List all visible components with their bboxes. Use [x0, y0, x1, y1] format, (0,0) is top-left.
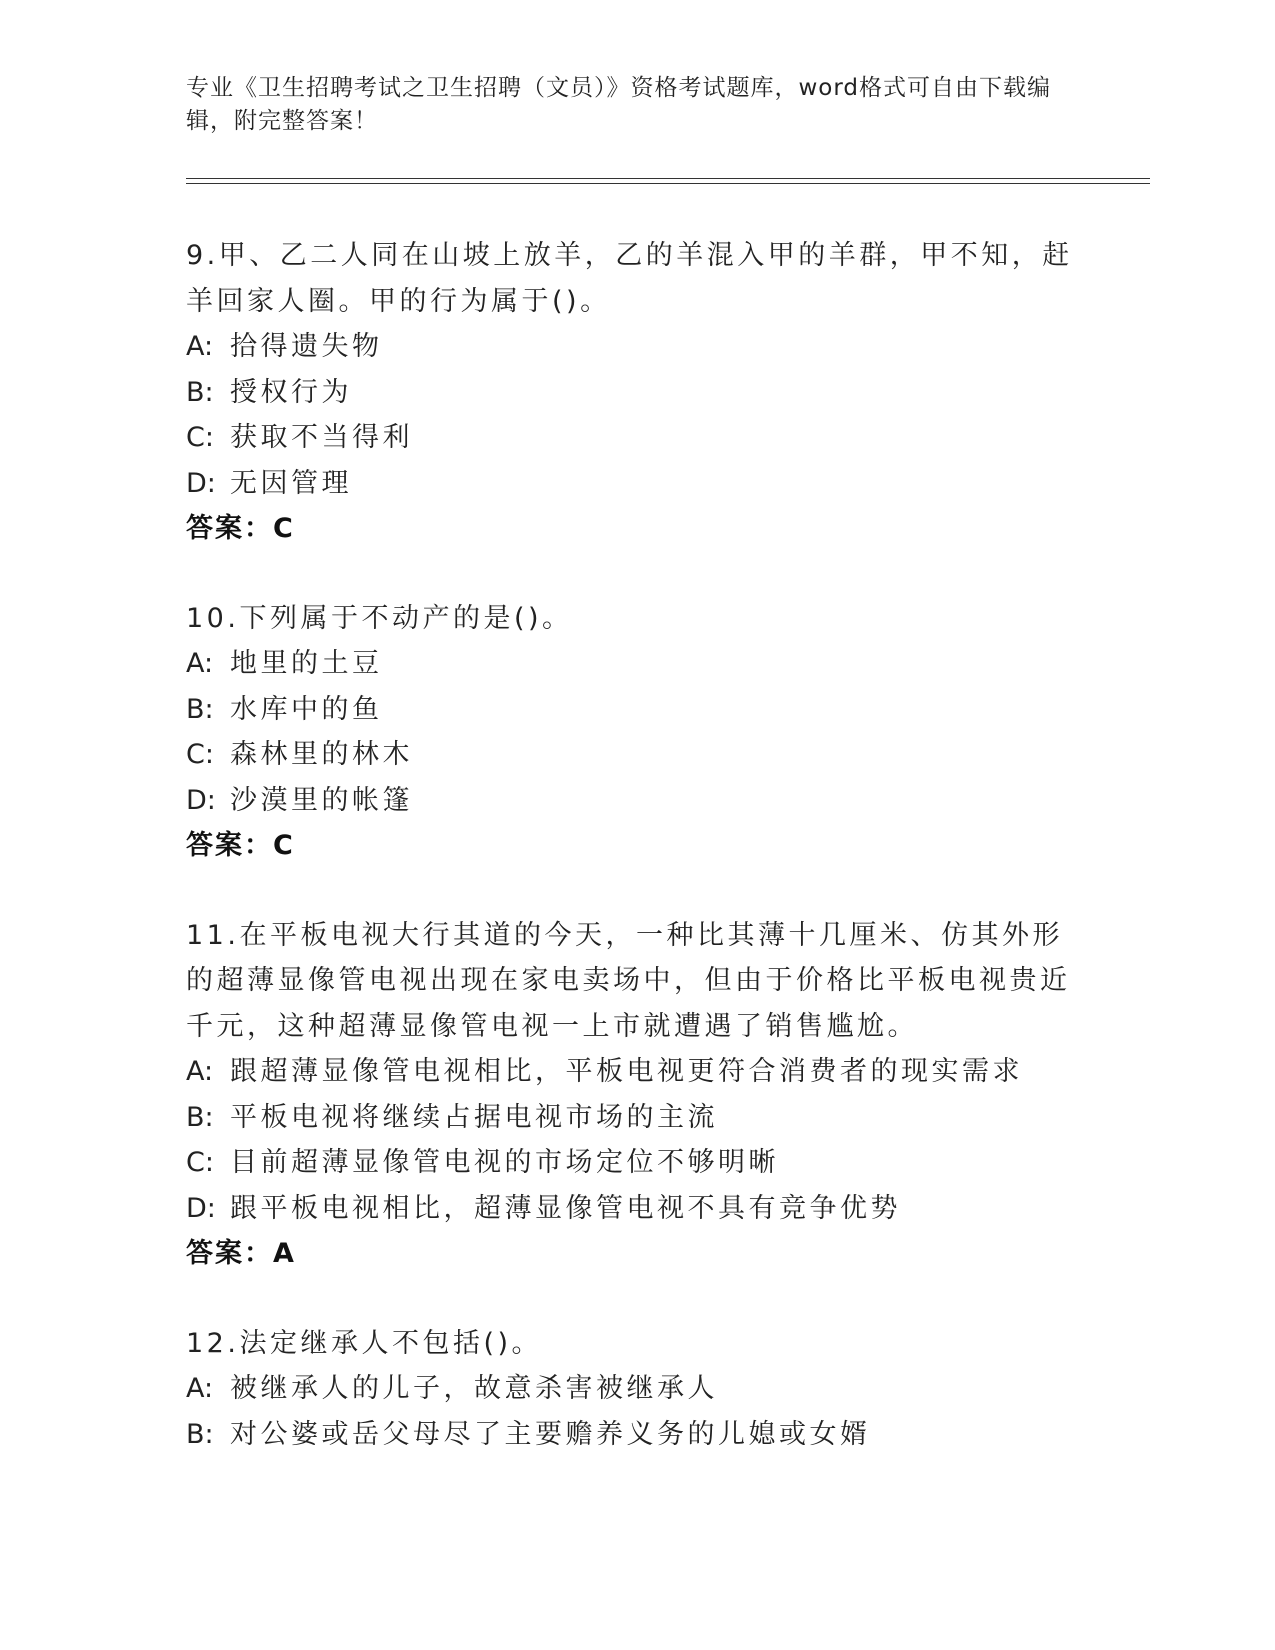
option-text: 目前超薄显像管电视的市场定位不够明晰 — [230, 1147, 779, 1178]
option-letter: D: — [186, 467, 216, 499]
option-a — [186, 324, 1086, 370]
option-text: 沙漠里的帐篷 — [230, 784, 413, 816]
option-a — [186, 1366, 1086, 1412]
option-text: 对公婆或岳父母尽了主要赡养义务的儿媳或女婿 — [230, 1418, 871, 1450]
answer-line: 答案：A — [186, 1238, 296, 1269]
option-letter: C: — [186, 1147, 214, 1178]
option-c — [186, 1140, 1086, 1186]
option-letter: A: — [186, 1373, 214, 1404]
option-d — [186, 778, 1086, 824]
option-b — [186, 687, 1086, 733]
question-9 — [186, 233, 1086, 552]
question-stem: 12.法定继承人不包括()。 — [186, 1327, 543, 1359]
option-letter: A: — [186, 1056, 214, 1087]
answer-line: 答案：C — [186, 513, 295, 544]
option-a — [186, 1049, 1086, 1095]
option-text: 无因管理 — [230, 467, 352, 499]
option-c — [186, 732, 1086, 778]
option-text: 获取不当得利 — [230, 422, 413, 453]
option-c — [186, 415, 1086, 461]
option-text: 平板电视将继续占据电视市场的主流 — [230, 1101, 718, 1133]
option-letter: B: — [186, 1101, 214, 1133]
header-divider-second — [186, 183, 1150, 184]
option-letter: B: — [186, 693, 214, 725]
option-text: 拾得遗失物 — [230, 331, 383, 362]
option-b — [186, 370, 1086, 416]
answer-line: 答案：C — [186, 830, 295, 861]
option-letter: A: — [186, 331, 214, 362]
question-stem: 9.甲、乙二人同在山坡上放羊，乙的羊混入甲的羊群，甲不知，赶羊回家人圈。甲的行为属于()。 — [186, 240, 1073, 317]
option-letter: B: — [186, 376, 214, 408]
option-letter: A: — [186, 648, 214, 679]
option-text: 地里的土豆 — [230, 648, 383, 679]
question-list — [186, 233, 1086, 1501]
option-letter: B: — [186, 1418, 214, 1450]
option-text: 跟平板电视相比，超薄显像管电视不具有竞争优势 — [230, 1192, 901, 1224]
option-b — [186, 1095, 1086, 1141]
question-11 — [186, 913, 1086, 1277]
option-b — [186, 1412, 1086, 1458]
option-d — [186, 461, 1086, 507]
option-d — [186, 1186, 1086, 1232]
option-text: 森林里的林木 — [230, 739, 413, 770]
option-letter: D: — [186, 784, 216, 816]
document-header: 专业《卫生招聘考试之卫生招聘（文员）》资格考试题库，word格式可自由下载编辑，附完整答案！ — [186, 75, 1052, 134]
question-stem: 11.在平板电视大行其道的今天，一种比其薄十几厘米、仿其外形的超薄显像管电视出现在家电卖场中，但由于价格比平板电视贵近千元，这种超薄显像管电视一上市就遭遇了销售尴尬。 — [186, 919, 1071, 1042]
option-letter: C: — [186, 739, 214, 770]
option-letter: D: — [186, 1192, 216, 1224]
header-divider — [186, 178, 1150, 179]
question-10 — [186, 596, 1086, 869]
option-letter: C: — [186, 422, 214, 453]
option-text: 水库中的鱼 — [230, 693, 383, 725]
option-text: 授权行为 — [230, 376, 352, 408]
option-text: 被继承人的儿子，故意杀害被继承人 — [230, 1373, 718, 1404]
question-stem: 10.下列属于不动产的是()。 — [186, 602, 573, 634]
question-12 — [186, 1321, 1086, 1458]
option-text: 跟超薄显像管电视相比，平板电视更符合消费者的现实需求 — [230, 1056, 1023, 1087]
option-a — [186, 641, 1086, 687]
